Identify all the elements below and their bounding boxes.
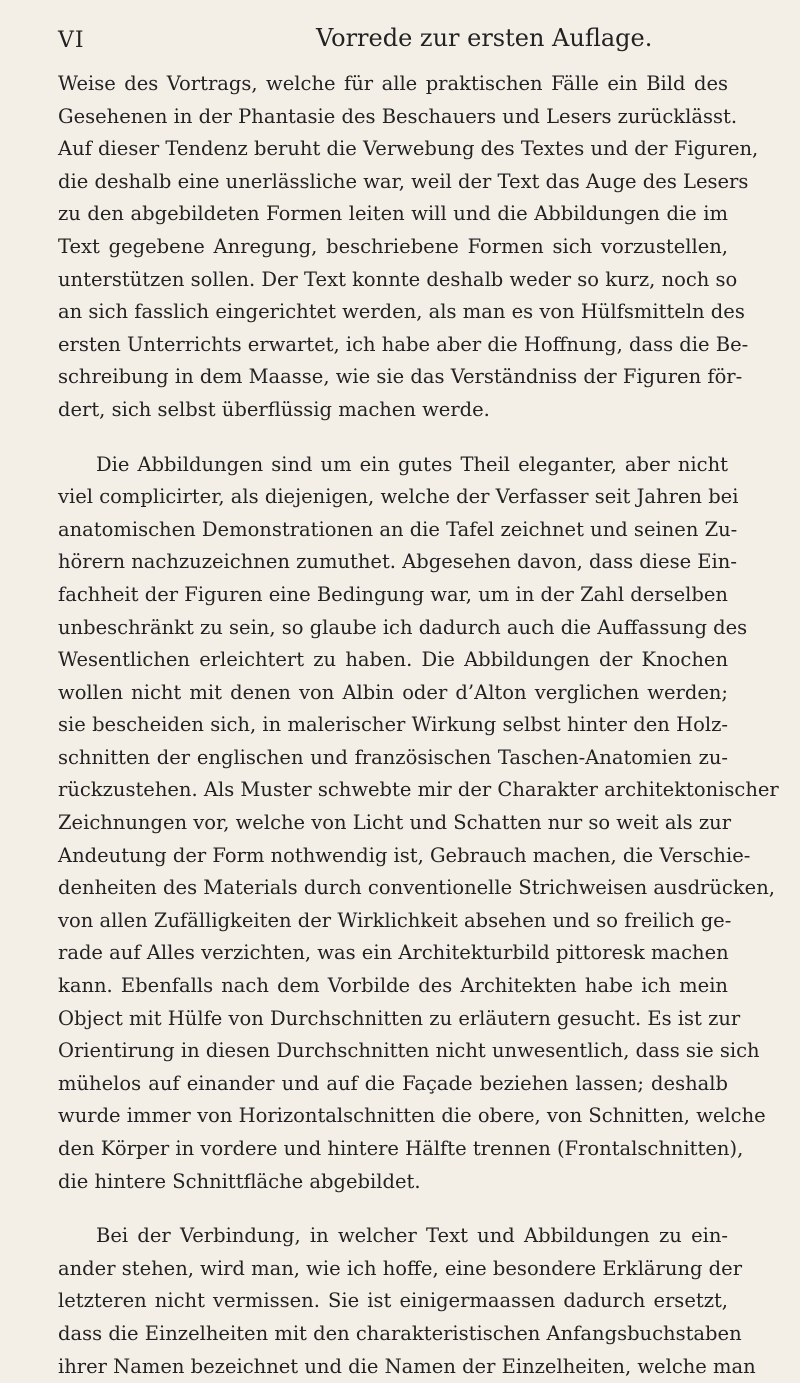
- text-line: unbeschränkt zu sein, so glaube ich dadurch auch die Auffassung des: [58, 615, 748, 639]
- paragraph-3: [58, 1220, 756, 1383]
- text-line: Object mit Hülfe von Durchschnitten zu erläutern gesucht. Es ist zur: [58, 1006, 741, 1030]
- text-line: mühelos auf einander und auf die Façade beziehen lassen; deshalb: [58, 1071, 728, 1095]
- text-line: wurde immer von Horizontalschnitten die obere, von Schnitten, welche: [58, 1104, 766, 1128]
- page-header: [58, 22, 738, 58]
- text-line: schreibung in dem Maasse, wie sie das Verständniss der Figuren för-: [58, 365, 743, 389]
- text-line: Auf dieser Tendenz beruht die Verwebung des Textes und der Figuren,: [58, 137, 759, 161]
- text-line: zu den abgebildeten Formen leiten will und die Abbildungen die im: [58, 202, 728, 226]
- text-line: Gesehenen in der Phantasie des Beschauers und Lesers zurücklässt.: [58, 104, 738, 128]
- paragraph-1: [58, 68, 759, 427]
- text-line: Weise des Vortrags, welche für alle praktischen Fälle ein Bild des: [58, 72, 728, 95]
- text-line: Zeichnungen vor, welche von Licht und Schatten nur so weit als zur: [58, 811, 732, 835]
- text-line: dert, sich selbst überflüssig machen werde.: [58, 397, 490, 421]
- text-line: ihrer Namen bezeichnet und die Namen der Einzelheiten, welche man: [58, 1354, 756, 1378]
- text-line: rückzustehen. Als Muster schwebte mir der Charakter architektonischer: [58, 778, 779, 802]
- text-line: den Körper in vordere und hintere Hälfte trennen (Frontalschnitten),: [58, 1137, 744, 1160]
- text-body: [58, 68, 779, 1383]
- text-line: sie bescheiden sich, in malerischer Wirkung selbst hinter den Holz-: [58, 713, 728, 737]
- running-title: Vorrede zur ersten Auflage.: [316, 24, 653, 52]
- text-line: kann. Ebenfalls nach dem Vorbilde des Architekten habe ich mein: [58, 974, 728, 998]
- text-line: die hintere Schnittfläche abgebildet.: [58, 1169, 421, 1193]
- text-line: Orientirung in diesen Durchschnitten nicht unwesentlich, dass sie sich: [58, 1039, 760, 1063]
- text-line: die deshalb eine unerlässliche war, weil der Text das Auge des Lesers: [58, 169, 749, 193]
- text-line: Die Abbildungen sind um ein gutes Theil eleganter, aber nicht: [96, 452, 728, 476]
- text-line: Andeutung der Form nothwendig ist, Gebrauch machen, die Verschie-: [58, 843, 751, 867]
- paragraph-2: [58, 449, 779, 1199]
- text-line: unterstützen sollen. Der Text konnte deshalb weder so kurz, noch so: [58, 267, 738, 291]
- text-line: Bei der Verbindung, in welcher Text und Abbildungen zu ein-: [96, 1224, 728, 1248]
- text-line: wollen nicht mit denen von Albin oder d’Alton verglichen werden;: [58, 680, 728, 704]
- text-line: von allen Zufälligkeiten der Wirklichkeit absehen und so freilich ge-: [58, 908, 732, 932]
- text-line: schnitten der englischen und französischen Taschen-Anatomien zu-: [58, 745, 728, 769]
- text-line: ersten Unterrichts erwartet, ich habe aber die Hoffnung, dass die Be-: [58, 332, 749, 356]
- text-line: Text gegebene Anregung, beschriebene Formen sich vorzustellen,: [58, 234, 728, 258]
- text-line: hörern nachzuzeichnen zumuthet. Abgesehen davon, dass diese Ein-: [58, 550, 737, 574]
- text-line: rade auf Alles verzichten, was ein Architekturbild pittoresk machen: [58, 941, 729, 965]
- text-line: an sich fasslich eingerichtet werden, als man es von Hülfsmitteln des: [58, 300, 745, 324]
- text-line: anatomischen Demonstrationen an die Tafel zeichnet und seinen Zu-: [58, 517, 738, 541]
- text-line: viel complicirter, als diejenigen, welche der Verfasser seit Jahren bei: [58, 485, 739, 509]
- text-line: ander stehen, wird man, wie ich hoffe, eine besondere Erklärung der: [58, 1256, 743, 1280]
- text-line: fachheit der Figuren eine Bedingung war, um in der Zahl derselben: [58, 582, 728, 606]
- page-number: VI: [58, 28, 85, 53]
- text-line: letzteren nicht vermissen. Sie ist einigermaassen dadurch ersetzt,: [58, 1289, 728, 1313]
- text-line: dass die Einzelheiten mit den charakteristischen Anfangsbuchstaben: [58, 1321, 742, 1345]
- text-line: Wesentlichen erleichtert zu haben. Die Abbildungen der Knochen: [58, 648, 728, 672]
- text-line: denheiten des Materials durch conventionelle Strichweisen ausdrücken,: [58, 876, 775, 900]
